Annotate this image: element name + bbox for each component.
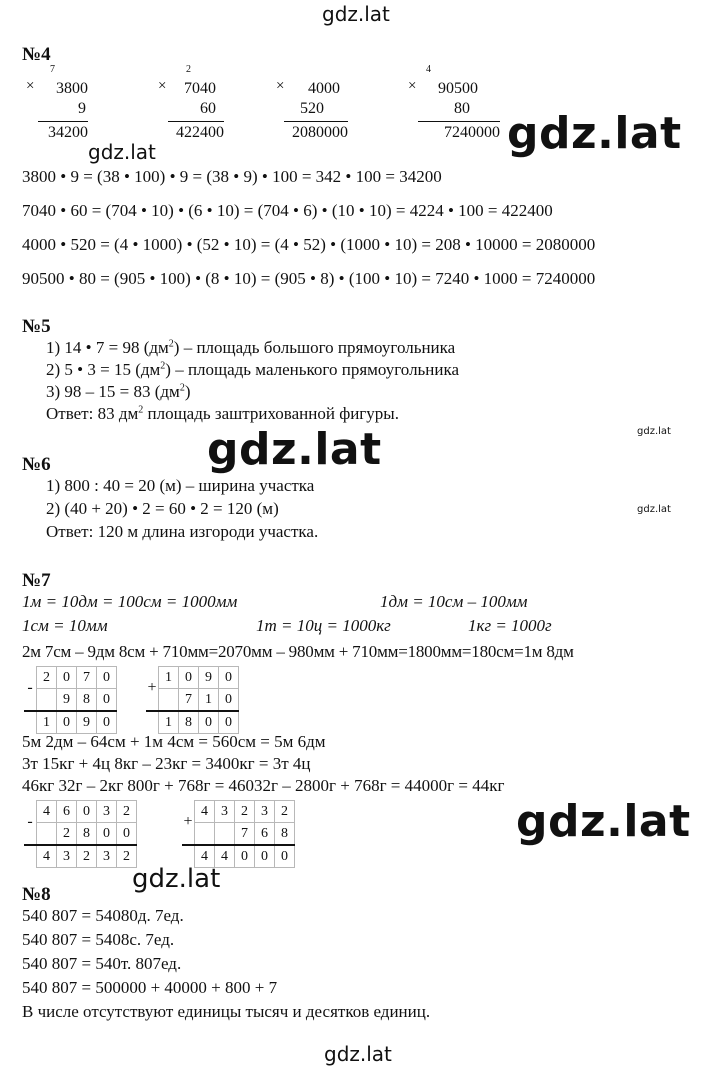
answer-line: Ответ: 120 м длина изгороди участка. <box>46 522 319 541</box>
digit <box>37 823 57 846</box>
unit-relation: 1см = 10мм <box>22 616 108 635</box>
solution-line: 540 807 = 500000 + 40000 + 800 + 7 <box>22 978 278 997</box>
digit: 3 <box>57 845 77 868</box>
plus-sign: + <box>183 813 193 831</box>
factor-1: 7040 <box>184 80 216 97</box>
digit: 0 <box>57 667 77 689</box>
digit: 0 <box>97 823 117 846</box>
digit: 0 <box>97 667 117 689</box>
subtraction-column <box>24 666 117 734</box>
task-5-heading: №5 <box>22 316 51 337</box>
solution-line: 540 807 = 54080д. 7ед. <box>22 906 184 925</box>
digit: 3 <box>215 801 235 823</box>
task-4-heading: №4 <box>22 44 51 65</box>
solution-line <box>46 338 455 358</box>
watermark: gdz.lat <box>132 864 221 894</box>
superscript: 2 <box>160 360 166 372</box>
multiply-sign: × <box>26 78 35 94</box>
product: 34200 <box>48 124 88 141</box>
equation-line: 3т 15кг + 4ц 8кг – 23кг = 3400кг = 3т 4ц <box>22 754 311 773</box>
factor-1: 90500 <box>438 80 478 97</box>
digit: 2 <box>117 801 137 823</box>
digit: 7 <box>179 689 199 712</box>
digit: 7 <box>77 667 97 689</box>
watermark-large: gdz.lat <box>516 796 691 847</box>
digit: 2 <box>57 823 77 846</box>
solution-line <box>46 382 191 402</box>
line-text: ) – площадь большого прямоугольника <box>173 338 456 357</box>
factor-2: 80 <box>454 100 470 117</box>
equation-line: 4000 • 520 = (4 • 1000) • (52 • 10) = (4 • 52) • (1000 • 10) = 208 • 10000 = 2080000 <box>22 235 596 254</box>
solution-line: 2) (40 + 20) • 2 = 60 • 2 = 120 (м) <box>46 499 279 518</box>
unit-relation: 1кг = 1000г <box>468 616 552 635</box>
digit: 4 <box>195 845 215 868</box>
equation-line: 5м 2дм – 64см + 1м 4см = 560см = 5м 6дм <box>22 732 326 751</box>
underline <box>168 121 224 122</box>
digit: 0 <box>179 667 199 689</box>
superscript: 2 <box>138 404 144 416</box>
minus-sign: - <box>27 813 33 831</box>
solution-line: 540 807 = 540т. 807ед. <box>22 954 182 973</box>
digit: 2 <box>37 667 57 689</box>
multiplication-column <box>158 64 224 144</box>
carry-digit: 2 <box>186 64 191 75</box>
plus-sign: + <box>147 679 157 697</box>
watermark-bottom: gdz.lat <box>324 1042 392 1066</box>
task-7-heading: №7 <box>22 570 51 591</box>
factor-2: 60 <box>200 100 216 117</box>
digit: 1 <box>37 711 57 734</box>
line-text: Ответ: 83 дм <box>46 404 139 423</box>
watermark-large: gdz.lat <box>207 424 382 475</box>
product: 2080000 <box>292 124 348 141</box>
digit: 3 <box>97 801 117 823</box>
digit: 2 <box>77 845 97 868</box>
digit: 0 <box>199 711 219 734</box>
carry-digit: 7 <box>50 64 55 75</box>
digit: 1 <box>159 711 179 734</box>
digit: 3 <box>255 801 275 823</box>
line-text: ) – площадь маленького прямоугольника <box>165 360 460 379</box>
digit: 0 <box>117 823 137 846</box>
digit: 7 <box>235 823 255 846</box>
digit: 0 <box>219 711 239 734</box>
multiply-sign: × <box>276 78 285 94</box>
equation-line: 46кг 32г – 2кг 800г + 768г = 46032г – 2800г + 768г = 44000г = 44кг <box>22 776 505 795</box>
digit: 1 <box>199 689 219 712</box>
digit: 0 <box>275 845 295 868</box>
digit <box>159 689 179 712</box>
digit: 0 <box>235 845 255 868</box>
task-6-heading: №6 <box>22 454 51 475</box>
digit: 0 <box>219 689 239 712</box>
digit: 8 <box>77 823 97 846</box>
product: 7240000 <box>444 124 500 141</box>
equation-line: 7040 • 60 = (704 • 10) • (6 • 10) = (704 • 6) • (10 • 10) = 4224 • 100 = 422400 <box>22 201 553 220</box>
task-8-heading: №8 <box>22 884 51 905</box>
equation-line: 2м 7см – 9дм 8см + 710мм=2070мм – 980мм + 710мм=1800мм=180см=1м 8дм <box>22 642 574 661</box>
digit: 0 <box>97 711 117 734</box>
digit: 4 <box>195 801 215 823</box>
digit: 3 <box>97 845 117 868</box>
factor-1: 3800 <box>56 80 88 97</box>
underline <box>38 121 88 122</box>
digit <box>215 823 235 846</box>
watermark-large: gdz.lat <box>507 108 682 159</box>
line-text: 3) 98 – 15 = 83 (дм <box>46 382 180 401</box>
subtraction-column <box>24 800 137 868</box>
solution-line <box>46 360 459 380</box>
digit: 6 <box>57 801 77 823</box>
digit: 9 <box>77 711 97 734</box>
watermark-small: gdz.lat <box>637 426 671 437</box>
line-text: 1) 14 • 7 = 98 (дм <box>46 338 169 357</box>
multiplication-column <box>408 64 500 144</box>
multiply-sign: × <box>158 78 167 94</box>
underline <box>284 121 348 122</box>
line-text: ) <box>184 382 191 401</box>
digit: 0 <box>57 711 77 734</box>
digit: 9 <box>57 689 77 712</box>
digit: 4 <box>37 801 57 823</box>
factor-2: 9 <box>78 100 86 117</box>
digit <box>195 823 215 846</box>
carry-digit: 4 <box>426 64 431 75</box>
digit: 8 <box>77 689 97 712</box>
digit: 4 <box>37 845 57 868</box>
digit: 9 <box>199 667 219 689</box>
factor-1: 4000 <box>308 80 340 97</box>
digit: 1 <box>159 667 179 689</box>
digit: 8 <box>275 823 295 846</box>
digit: 0 <box>97 689 117 712</box>
addition-column <box>182 800 295 868</box>
watermark: gdz.lat <box>88 140 156 164</box>
multiply-sign: × <box>408 78 417 94</box>
minus-sign: - <box>27 679 33 697</box>
solution-line: 1) 800 : 40 = 20 (м) – ширина участка <box>46 476 315 495</box>
multiplication-column <box>276 64 348 144</box>
multiplication-column <box>26 64 88 144</box>
line-text: 2) 5 • 3 = 15 (дм <box>46 360 161 379</box>
answer-line: В числе отсутствуют единицы тысяч и десятков единиц. <box>22 1002 431 1021</box>
digit: 6 <box>255 823 275 846</box>
watermark-top: gdz.lat <box>322 2 390 26</box>
digit <box>37 689 57 712</box>
digit: 0 <box>77 801 97 823</box>
watermark-small: gdz.lat <box>637 504 671 515</box>
superscript: 2 <box>179 382 185 394</box>
underline <box>418 121 500 122</box>
superscript: 2 <box>168 338 174 350</box>
line-text: площадь заштрихованной фигуры. <box>143 404 399 423</box>
digit: 2 <box>117 845 137 868</box>
unit-relation: 1м = 10дм = 100см = 1000мм <box>22 592 238 611</box>
addition-column <box>146 666 239 734</box>
digit: 4 <box>215 845 235 868</box>
unit-relation: 1дм = 10см – 100мм <box>380 592 528 611</box>
factor-2: 520 <box>300 100 324 117</box>
product: 422400 <box>176 124 224 141</box>
digit: 0 <box>255 845 275 868</box>
digit: 8 <box>179 711 199 734</box>
digit: 2 <box>275 801 295 823</box>
unit-relation: 1т = 10ц = 1000кг <box>256 616 391 635</box>
solution-line: 540 807 = 5408с. 7ед. <box>22 930 175 949</box>
digit: 2 <box>235 801 255 823</box>
answer-line <box>46 404 399 424</box>
digit: 0 <box>219 667 239 689</box>
equation-line: 90500 • 80 = (905 • 100) • (8 • 10) = (905 • 8) • (100 • 10) = 7240 • 1000 = 7240000 <box>22 269 596 288</box>
equation-line: 3800 • 9 = (38 • 100) • 9 = (38 • 9) • 100 = 342 • 100 = 34200 <box>22 167 442 186</box>
